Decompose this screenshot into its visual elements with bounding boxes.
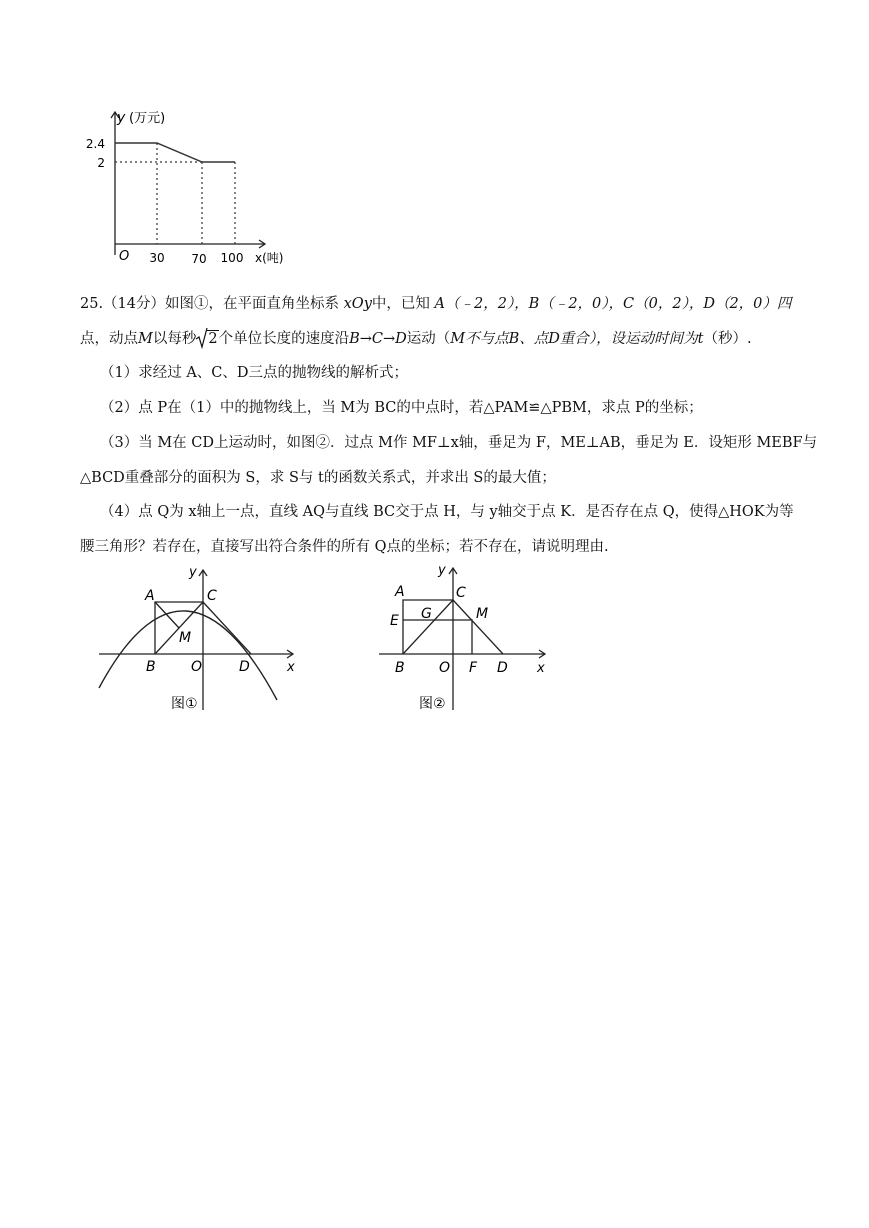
y-axis-label: y <box>117 110 126 126</box>
fig2-label-G: G <box>421 606 432 622</box>
question-2: （2）点 P在（1）中的抛物线上，当 M为 BC的中点时，若△PAM≌△PBM，求点 P的坐标； <box>100 400 703 416</box>
question-1: （1）求经过 A、C、D三点的抛物线的解析式； <box>100 365 409 381</box>
fig2-label-y: y <box>438 563 446 578</box>
x-tick-30: 30 <box>149 251 165 265</box>
figure-1 <box>95 560 310 720</box>
fig1-label-B: B <box>146 659 156 675</box>
fig1-label-O: O <box>191 659 203 675</box>
fig2-label-B: B <box>395 660 405 676</box>
fig2-label-A: A <box>395 584 405 600</box>
x-tick-100: 100 <box>220 251 244 265</box>
question-3-line-2: △BCD重叠部分的面积为 S，求 S与 t的函数关系式，并求出 S的最大值； <box>80 470 556 486</box>
fig1-label-A: A <box>145 588 155 604</box>
fig1-label-C: C <box>207 588 217 604</box>
figure-2 <box>375 560 555 720</box>
fig2-label-E: E <box>390 613 399 629</box>
y-unit: (万元) <box>129 111 166 126</box>
x-axis-label: x(吨) <box>255 251 284 265</box>
x-tick-70: 70 <box>191 252 207 266</box>
fig2-label-O: O <box>439 660 451 676</box>
fig2-label-C: C <box>456 585 466 601</box>
fig2-label-F: F <box>469 660 478 676</box>
sqrt-symbol: 2 <box>196 329 218 349</box>
question-4-line-1: （4）点 Q为 x轴上一点，直线 AQ与直线 BC交于点 H，与 y轴交于点 K．是否存在点 Q，使得△HOK为等 <box>100 504 794 520</box>
fig1-label-D: D <box>239 659 250 675</box>
fig1-label-M: M <box>179 630 192 646</box>
question-4-line-2: 腰三角形？若存在，直接写出符合条件的所有 Q点的坐标；若不存在，请说明理由. <box>80 539 609 555</box>
fig1-label-y: y <box>189 565 197 580</box>
y-tick-2-4: 2.4 <box>85 137 105 151</box>
origin-label: O <box>119 249 130 264</box>
y-tick-2: 2 <box>97 156 105 170</box>
fig2-label-D: D <box>497 660 508 676</box>
fig2-label-M: M <box>476 606 489 622</box>
problem-line-1: 25.（14分）如图①，在平面直角坐标系 xOy中，已知 A（﹣2，2），B（﹣2，0），C（0，2），D（2，0）四 <box>80 296 792 312</box>
fig2-label-x: x <box>537 661 545 676</box>
problem-line-2: 点，动点M以每秒 2个单位长度的速度沿B→C→D运动（M不与点B、点D重合），设运动时间为t（秒）. <box>80 329 752 349</box>
question-3-line-1: （3）当 M在 CD上运动时，如图②．过点 M作 MF⊥x轴，垂足为 F，ME⊥AB，垂足为 E．设矩形 MEBF与 <box>100 435 818 451</box>
fig2-caption: 图② <box>419 696 446 712</box>
fig1-caption: 图① <box>171 696 198 712</box>
price-graph <box>85 100 305 270</box>
fig1-label-x: x <box>287 660 295 675</box>
